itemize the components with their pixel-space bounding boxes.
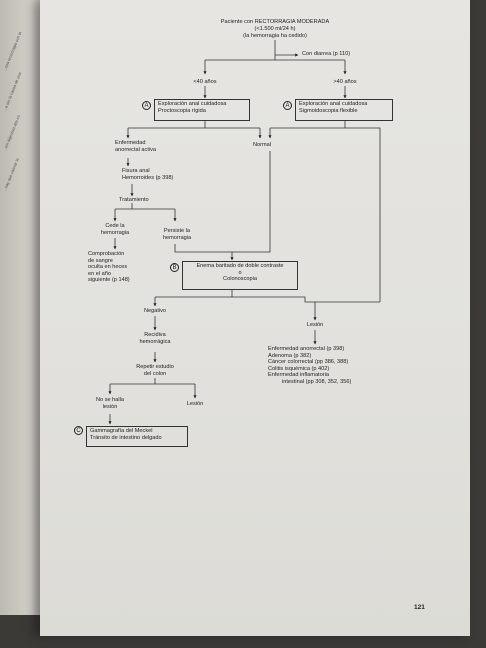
- node-line: Recidiva: [144, 332, 166, 338]
- box-exploracion-proctoscopia: [154, 99, 250, 121]
- node-line: No se halla: [96, 397, 124, 403]
- node-line: Fisura anal: [122, 168, 150, 174]
- box-line: Sigmoidoscopia flexible: [299, 107, 358, 114]
- node-line: del colon: [143, 370, 167, 377]
- node-line: hemorrágica: [139, 338, 171, 345]
- node-line: Repetir estudio: [136, 364, 174, 370]
- node-tratamiento: Tratamiento: [119, 197, 149, 203]
- badge-c: C: [74, 426, 83, 435]
- badge-b: B: [170, 263, 179, 272]
- flowchart-connectors: [40, 0, 470, 636]
- box-enema-colonoscopia: [182, 261, 298, 290]
- badge-a-left: A: [142, 101, 151, 110]
- node-normal: Normal: [253, 142, 272, 148]
- node-line: de sangre: [88, 257, 113, 264]
- node-line: hemorragia: [162, 234, 192, 241]
- node-lesion-right: Lesión: [306, 322, 324, 328]
- node-repetir-estudio: [136, 364, 174, 377]
- node-line: lesión: [102, 403, 118, 410]
- left-page-text-line: ...ión digestiva alta es: [2, 114, 22, 152]
- node-recidiva-hemorragica: [139, 332, 170, 345]
- box-line: Gammagrafía del Meckel: [90, 428, 153, 434]
- diag-line: Cáncer colorrectal (pp 386, 388): [268, 359, 349, 366]
- node-line: Persiste la: [163, 228, 191, 234]
- node-line: hemorragia: [100, 229, 130, 236]
- box-line: Exploración anal cuidadosa: [299, 101, 368, 107]
- box-line: Enema baritado de doble contraste: [196, 263, 284, 269]
- box-line: o: [238, 269, 242, 276]
- left-page-text-line: ...stra rectorragia con la: [2, 31, 23, 72]
- node-negativo: Negativo: [143, 308, 167, 314]
- diag-line: intestinal (pp 308, 352, 356): [282, 378, 352, 385]
- diag-line: Colitis isquémica (p 402): [268, 365, 330, 372]
- flowchart-note: (la hemorragia ha cedido): [243, 33, 307, 39]
- box-line: Colonoscopia: [223, 276, 257, 283]
- node-line: Hemorroides (p 398): [122, 174, 174, 181]
- node-line: en el año: [88, 270, 112, 277]
- box-line: Proctoscopia rígida: [158, 107, 206, 114]
- left-page-text-line: ...a ser la causa de una: [2, 71, 23, 112]
- node-diagnosticos: [268, 346, 351, 386]
- diag-line: Enfermedad inflamatoria: [268, 372, 329, 379]
- diag-line: Adenoma (p 382): [268, 352, 312, 359]
- node-persiste-hemorragia: [163, 228, 191, 241]
- page-number: 121: [414, 604, 425, 611]
- node-lesion-left: Lesión: [186, 401, 204, 407]
- node-no-se-halla-lesion: [96, 397, 124, 410]
- box-gammagrafia-transito: [86, 426, 188, 447]
- left-page-text-line: ...hay que valorar la: [2, 157, 20, 192]
- node-line: Cede la: [105, 223, 125, 229]
- node-comprobacion-sangre-oculta: [88, 251, 130, 284]
- box-line: Tránsito de intestino delgado: [90, 434, 162, 441]
- node-under-40: <40 años: [193, 79, 217, 85]
- diag-line: Enfermedad anorrectal (p 398): [268, 346, 345, 352]
- node-line: Enfermedad: [115, 140, 146, 146]
- node-over-40: >40 años: [333, 79, 357, 85]
- node-line: anorrectal activa: [115, 146, 157, 153]
- node-fisura-hemorroides: [122, 168, 173, 181]
- box-line: Exploración anal cuidadosa: [158, 101, 227, 107]
- book-page: [40, 0, 470, 636]
- node-line: oculta en heces: [88, 264, 128, 271]
- badge-a-right: A: [283, 101, 292, 110]
- flowchart-title: Paciente con RECTORRAGIA MODERADA: [220, 19, 330, 25]
- box-exploracion-sigmoidoscopia: [295, 99, 393, 121]
- node-enfermedad-anorrectal: [115, 140, 156, 153]
- flowchart-subtitle: (<1.500 ml/24 h): [254, 26, 296, 32]
- node-con-diarrea: Con diarrea (p 110): [302, 51, 351, 57]
- node-line: Comprobación: [88, 251, 125, 257]
- node-line: siguiente (p 148): [88, 277, 130, 284]
- node-cede-hemorragia: [101, 223, 129, 236]
